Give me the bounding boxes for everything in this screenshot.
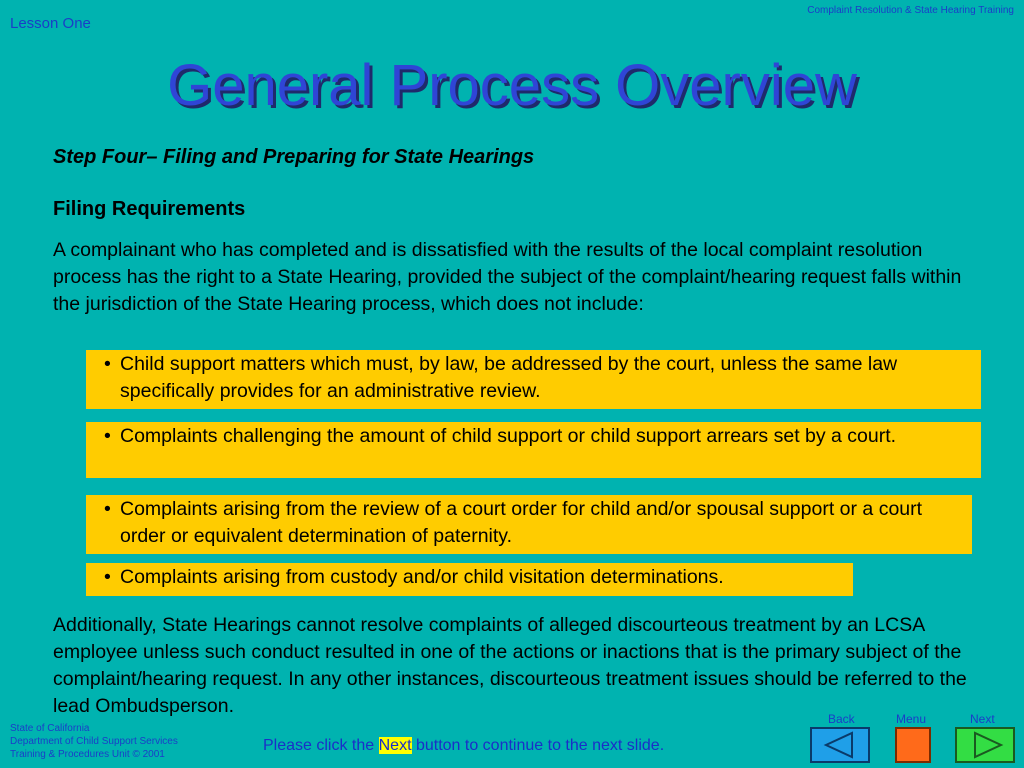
footer-org-line: Training & Procedures Unit © 2001 — [10, 749, 165, 760]
bullet-text: Complaints arising from custody and/or child visitation determinations. — [120, 566, 724, 588]
footer-credits — [10, 722, 178, 761]
bullet-mark: • — [104, 566, 111, 588]
menu-button[interactable] — [895, 727, 931, 763]
next-label: Next — [970, 712, 995, 726]
additional-paragraph: Additionally, State Hearings cannot resolve complaints of alleged discourteous treatment by an LCSA employee unless such conduct resulted in one of the actions or inactions that is the primary subject of the complaint/hearing request. In any other instances, discourteous treatment issues should be referred to the lead Ombudsperson. — [53, 614, 967, 717]
back-button[interactable] — [810, 727, 870, 763]
bullet-text: Complaints challenging the amount of child support or child support arrears set by a court. — [120, 425, 897, 447]
bullet-mark: • — [104, 353, 111, 375]
back-label: Back — [828, 712, 855, 726]
step-heading: Step Four– Filing and Preparing for State Hearings — [53, 146, 535, 168]
bullet-text: Child support matters which must, by law, be addressed by the court, unless the same law specifically provides for an administrative review. — [120, 353, 898, 402]
bullet-box — [86, 350, 981, 409]
instruction-after: button to continue to the next slide. — [411, 737, 665, 754]
bullet-box — [86, 422, 981, 478]
course-title: Complaint Resolution & State Hearing Training — [807, 5, 1014, 16]
bullet-box — [86, 563, 853, 596]
instruction-text — [263, 737, 664, 755]
left-triangle-icon — [812, 729, 868, 761]
intro-paragraph: A complainant who has completed and is dissatisfied with the results of the local complaint resolution process has the right to a State Hearing, provided the subject of the complaint/hearing request falls within the jurisdiction of the State Hearing process, which does not include: — [53, 239, 962, 315]
bullet-mark: • — [104, 425, 111, 447]
menu-label: Menu — [896, 712, 927, 726]
lesson-label: Lesson One — [10, 15, 91, 32]
bullet-mark: • — [104, 498, 111, 520]
instruction-before: Please click the — [263, 737, 379, 754]
section-heading: Filing Requirements — [53, 198, 246, 220]
bullet-box — [86, 495, 972, 554]
footer-org-line: Department of Child Support Services — [10, 736, 178, 747]
page-title: General Process Overview — [167, 53, 857, 118]
right-triangle-icon — [957, 729, 1013, 761]
footer-org-line: State of California — [10, 723, 90, 734]
instruction-next-highlight: Next — [378, 737, 412, 754]
bullet-text: Complaints arising from the review of a court order for child and/or spousal support or a court order or equivalent determination of paternity. — [120, 498, 923, 547]
next-button[interactable] — [955, 727, 1015, 763]
